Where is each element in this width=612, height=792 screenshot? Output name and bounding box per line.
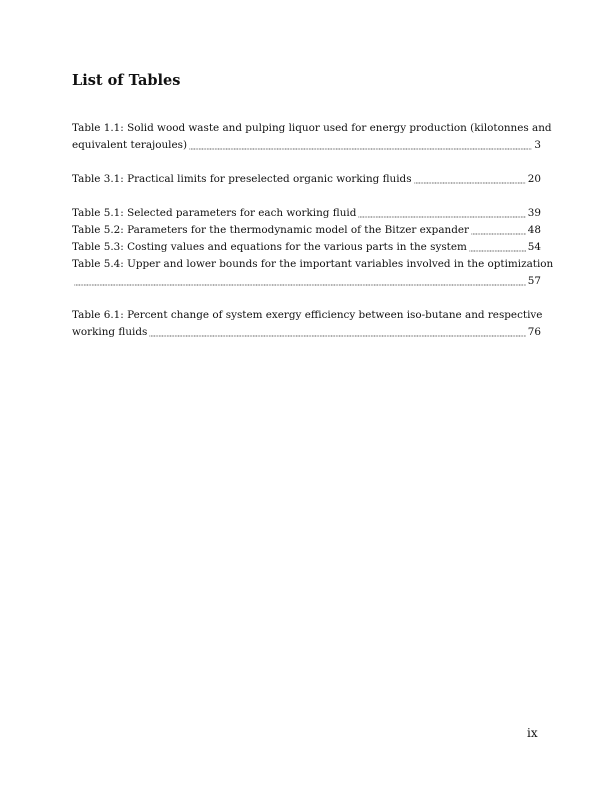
toc-entry-page-number: 54 — [527, 241, 541, 253]
dot-leader — [414, 174, 526, 184]
toc-entry-title-line: Table 5.4: Upper and lower bounds for the important variables involved in the optimization — [72, 258, 554, 270]
toc-entry-leader-line — [72, 222, 541, 239]
dot-leader — [74, 276, 526, 286]
toc-entry-title-continuation: equivalent terajoules) — [72, 139, 188, 151]
toc-entry-leader-line — [72, 239, 541, 256]
toc-entry-leader-line — [72, 171, 541, 188]
toc-entry-title: Table 3.1: Practical limits for preselected organic working fluids — [72, 173, 412, 185]
toc-entry-table-6-1[interactable] — [72, 307, 541, 341]
toc-entry-page-number: 76 — [527, 326, 541, 338]
page-title: List of Tables — [72, 72, 181, 89]
toc-entry-leader-line — [72, 205, 541, 222]
toc-entry-page-number: 39 — [527, 207, 541, 219]
toc-entry-table-5-1[interactable] — [72, 205, 541, 222]
list-of-tables — [72, 120, 554, 341]
toc-entry-title: Table 5.1: Selected parameters for each working fluid — [72, 207, 357, 219]
dot-leader — [469, 242, 526, 252]
toc-entry-title-line: Table 6.1: Percent change of system exergy efficiency between iso-butane and respective — [72, 309, 543, 321]
toc-entry-title-line: Table 1.1: Solid wood waste and pulping liquor used for energy production (kilotonnes and — [72, 122, 552, 134]
toc-entry-title: Table 5.2: Parameters for the thermodynamic model of the Bitzer expander — [72, 224, 469, 236]
dot-leader — [149, 327, 525, 337]
toc-entry-title: Table 5.3: Costing values and equations for the various parts in the system — [72, 241, 467, 253]
dot-leader — [189, 140, 532, 150]
toc-entry-page-number: 3 — [534, 139, 541, 151]
toc-entry-page-number: 20 — [527, 173, 541, 185]
toc-entry-table-5-3[interactable] — [72, 239, 541, 256]
toc-entry-leader-line — [72, 324, 541, 341]
toc-entry-table-3-1[interactable] — [72, 171, 541, 188]
toc-entry-table-5-4[interactable] — [72, 256, 554, 290]
toc-entry-leader-line — [72, 137, 541, 154]
toc-entry-table-5-2[interactable] — [72, 222, 541, 239]
page-number: ix — [527, 726, 538, 740]
toc-entry-page-number: 57 — [527, 275, 541, 287]
toc-entry-leader-line — [72, 273, 541, 290]
toc-entry-page-number: 48 — [527, 224, 541, 236]
toc-entry-table-1-1[interactable] — [72, 120, 552, 154]
dot-leader — [471, 225, 526, 235]
toc-entry-title-continuation: working fluids — [72, 326, 148, 338]
dot-leader — [358, 208, 525, 218]
